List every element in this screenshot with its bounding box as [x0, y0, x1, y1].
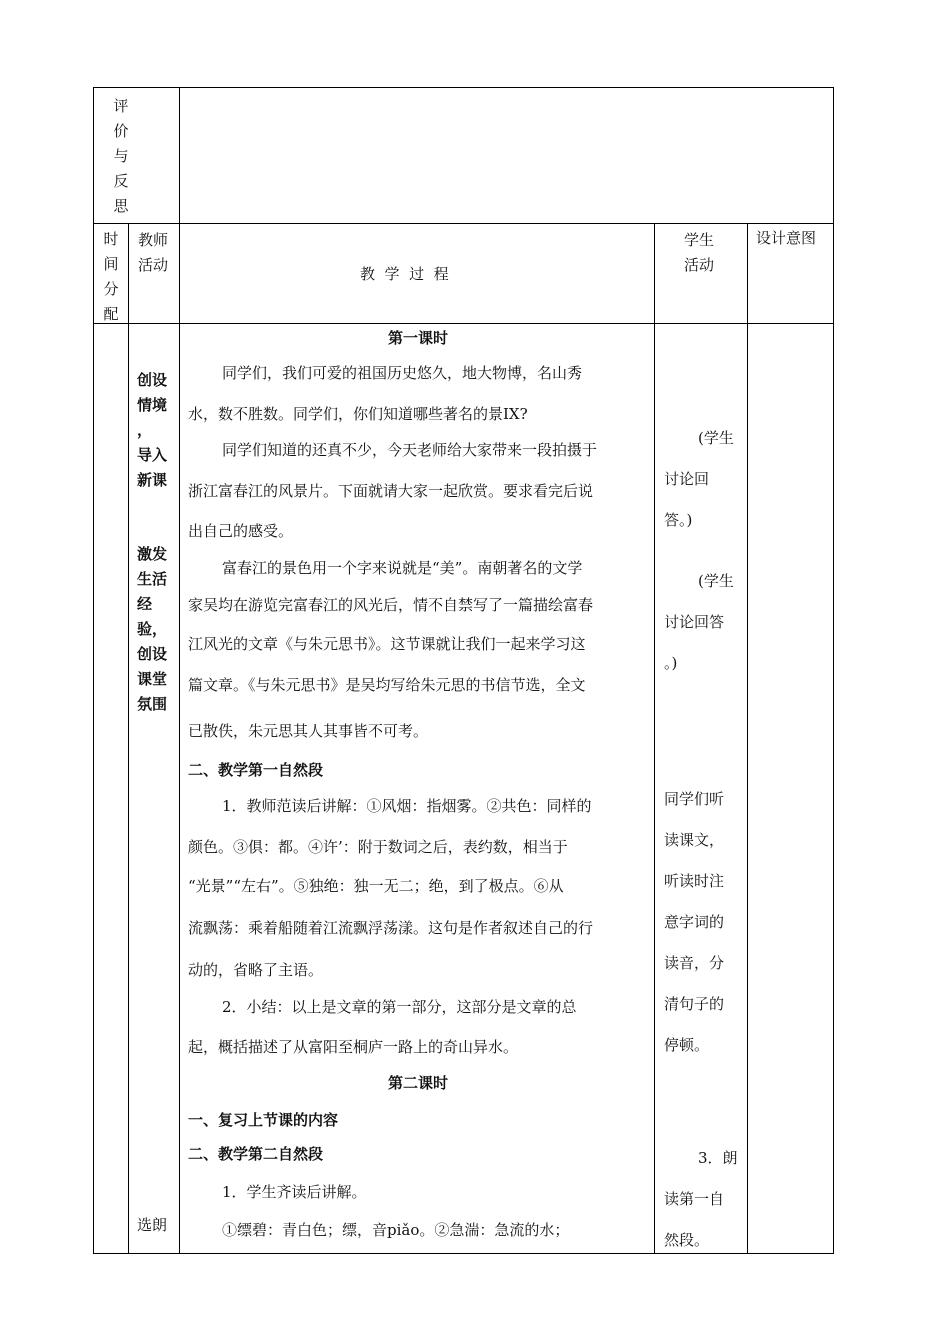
student-note-line: 讨论回: [664, 470, 710, 488]
student-note-line: 意字词的: [664, 913, 725, 931]
header-line: 活动: [684, 256, 715, 274]
student-note-line: 同学们听: [664, 790, 725, 808]
activity-line: 创设: [137, 645, 168, 663]
process-line: 动的，省略了主语。: [188, 961, 324, 979]
lesson-heading: 第一课时: [387, 329, 448, 347]
process-body: [188, 328, 648, 1239]
process-line: 起，概括描述了从富阳至桐庐一路上的奇山异水。: [188, 1038, 519, 1056]
process-line: 1．教师范读后讲解：①风烟：指烟雾。②共色：同样的: [222, 797, 592, 815]
reflection-char: 思: [113, 197, 129, 215]
activity-line: 激发: [137, 545, 168, 563]
activity-line: 创设: [137, 371, 168, 389]
process-line: 1．学生齐读后讲解。: [222, 1183, 367, 1201]
student-note-line: 听读时注: [664, 872, 725, 890]
table-divider-header: [93, 223, 834, 224]
reflection-label: [111, 94, 131, 219]
reflection-char: 反: [113, 172, 129, 190]
header-line: 教师: [138, 231, 169, 249]
student-note-line: 停顿。: [664, 1036, 710, 1054]
process-line: 同学们知道的还真不少，今天老师给大家带来一段拍摄于: [222, 441, 598, 459]
process-line: 篇文章。《与朱元思书》是吴均写给朱元思的书信节选，全文: [188, 676, 586, 694]
student-note-line: 读课文，: [664, 831, 725, 849]
student-note-4: [664, 1138, 738, 1261]
section-heading: 二、教学第二自然段: [188, 1145, 324, 1163]
student-note-line: 读第一自: [664, 1190, 725, 1208]
reflection-char: 价: [113, 122, 129, 140]
process-line: 同学们，我们可爱的祖国历史悠久，地大物博，名山秀: [222, 364, 583, 382]
activity-label-group-1: [137, 368, 167, 493]
header-char: 配: [103, 305, 119, 323]
header-char: 分: [103, 280, 119, 298]
section-heading: 一、复习上节课的内容: [188, 1111, 339, 1129]
student-note-line: 。): [664, 654, 678, 672]
table-border-top: [93, 87, 834, 88]
process-line: 家吴均在游览完富春江的风光后，情不自禁写了一篇描绘富春: [188, 596, 594, 614]
column-divider-2: [179, 87, 180, 1254]
student-note-3: [664, 779, 724, 1066]
table-border-left: [93, 87, 94, 1254]
student-note-1: [664, 418, 734, 541]
column-divider-4: [747, 223, 748, 1254]
header-line: 学生: [684, 231, 715, 249]
student-note-line: 然段。: [664, 1231, 710, 1249]
lesson-heading: 第二课时: [387, 1074, 448, 1092]
design-intent-header: 设计意图: [756, 229, 817, 247]
teaching-process-header: 教 学 过 程: [360, 265, 449, 283]
time-allocation-header: [101, 227, 121, 327]
process-line: 水，数不胜数。同学们，你们知道哪些著名的景IX?: [188, 405, 528, 423]
process-line: 江风光的文章《与朱元思书》。这节课就让我们一起来学习这: [188, 635, 586, 653]
header-line: 活动: [138, 256, 169, 274]
process-line: 已散佚，朱元思其人其事皆不可考。: [188, 722, 429, 740]
activity-line: 氛围: [137, 695, 168, 713]
process-line: 出自己的感受。: [188, 522, 294, 540]
reflection-char: 与: [113, 147, 129, 165]
student-note-line: (学生: [698, 572, 734, 590]
student-note-2: [664, 561, 734, 684]
process-line: 流飘荡：乘着船随着江流飘浮荡漾。这句是作者叙述自己的行: [188, 919, 594, 937]
activity-label-group-2: [137, 542, 167, 717]
process-line: 浙江富春江的风景片。下面就请大家一起欣赏。要求看完后说: [188, 482, 594, 500]
table-divider-body: [93, 323, 834, 324]
process-line: 2．小结：以上是文章的第一部分，这部分是文章的总: [222, 998, 577, 1016]
table-border-right: [833, 87, 834, 1254]
student-note-line: 答。): [664, 511, 693, 529]
process-line: 富春江的景色用一个字来说就是“美”。南朝著名的文学: [222, 559, 583, 577]
activity-label-bottom: 选朗: [137, 1216, 168, 1234]
process-line: ①缥碧：青白色；缥，音piǎo。②急湍：急流的水；: [222, 1221, 570, 1239]
activity-line: 情境: [137, 396, 168, 414]
column-divider-1: [128, 223, 129, 1254]
teacher-activity-header: [138, 228, 168, 278]
header-char: 时: [103, 230, 119, 248]
student-note-line: 3．朗: [698, 1149, 738, 1167]
student-note-line: 讨论回答: [664, 613, 725, 631]
activity-line: 生活: [137, 570, 168, 588]
student-note-line: 清句子的: [664, 995, 725, 1013]
student-note-line: (学生: [698, 429, 734, 447]
section-heading: 二、教学第一自然段: [188, 761, 324, 779]
activity-line: ，: [137, 421, 153, 439]
student-activity-header: [684, 228, 714, 278]
activity-line: 经: [137, 595, 153, 613]
student-note-line: 读音，分: [664, 954, 725, 972]
process-line: “光景”“左右”。⑤独绝：独一无二；绝，到了极点。⑥从: [188, 877, 564, 895]
process-line: 颜色。③俱：都。④许’：附于数词之后，表约数，相当于: [188, 838, 568, 856]
activity-line: 导入: [137, 446, 168, 464]
activity-line: 验，: [137, 620, 168, 638]
activity-line: 新课: [137, 471, 168, 489]
activity-line: 课堂: [137, 670, 168, 688]
reflection-char: 评: [113, 97, 129, 115]
column-divider-3: [654, 223, 655, 1254]
header-char: 间: [103, 255, 119, 273]
